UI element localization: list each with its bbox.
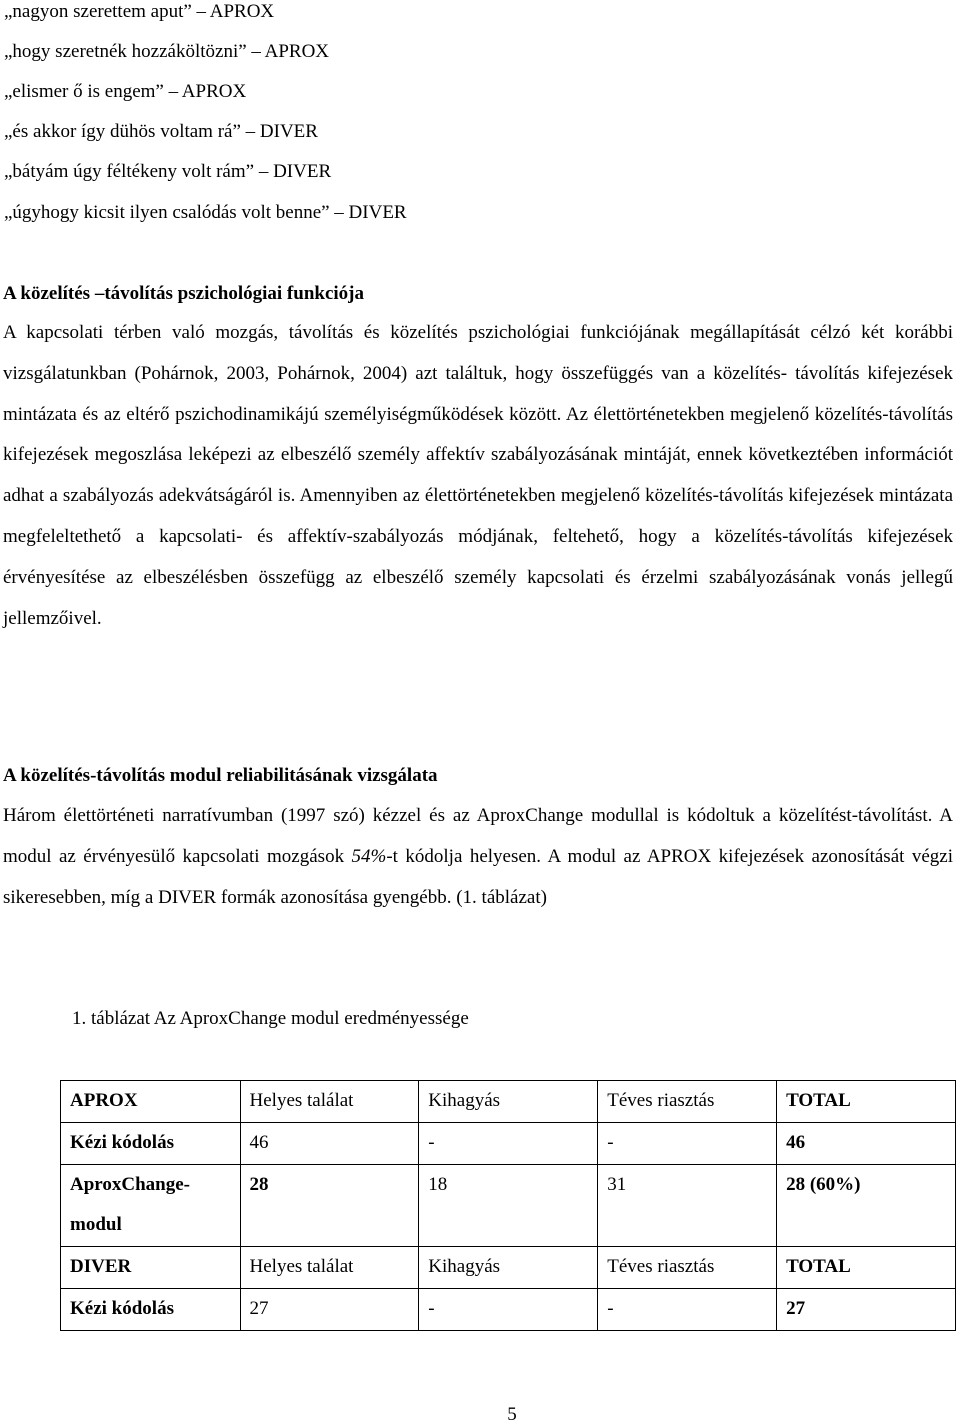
table-row	[61, 1288, 956, 1330]
table-cell: -	[598, 1122, 777, 1164]
table-cell: Kézi kódolás	[61, 1122, 241, 1164]
table-cell: 27	[777, 1288, 956, 1330]
table-cell: 46	[777, 1122, 956, 1164]
quote-line: „úgyhogy kicsit ilyen csalódás volt benne” – DIVER	[4, 202, 407, 223]
table-cell: APROX	[61, 1081, 241, 1123]
table-row	[61, 1122, 956, 1164]
section-heading-function: A közelítés –távolítás pszichológiai funkciója	[3, 283, 364, 304]
table-row	[61, 1081, 956, 1123]
reliability-text-before: Három élettörténeti narratívumban (1997 szó) kézzel és az AproxChange modullal is kódoltuk a közelítést-távolítást. A modul az érvényesülő kapcsolati mozgások	[3, 805, 953, 867]
page-number: 5	[507, 1404, 517, 1425]
table-row	[61, 1247, 956, 1289]
quote-line: „elismer ő is engem” – APROX	[4, 81, 247, 102]
table-cell: -	[419, 1288, 598, 1330]
table-cell: 28 (60%)	[777, 1164, 956, 1247]
table-cell: Téves riasztás	[598, 1081, 777, 1123]
section-heading-reliability: A közelítés-távolítás modul reliabilitásának vizsgálata	[3, 765, 438, 786]
reliability-percentage: 54%	[351, 845, 387, 867]
table-cell: -	[419, 1122, 598, 1164]
quote-line: „nagyon szerettem aput” – APROX	[4, 1, 275, 22]
quote-line: „bátyám úgy féltékeny volt rám” – DIVER	[4, 161, 332, 182]
table-cell: 31	[598, 1164, 777, 1247]
table-cell: 27	[240, 1288, 419, 1330]
quote-line: „és akkor így dühös voltam rá” – DIVER	[4, 121, 318, 142]
table-cell: 18	[419, 1164, 598, 1247]
table-cell: 46	[240, 1122, 419, 1164]
table-cell: Kihagyás	[419, 1247, 598, 1289]
reliability-text-after: -t kódolja helyesen. A modul az APROX kifejezések azonosítását végzi sikeresebben, míg a DIVER formák azonosítása gyengébb. (1. táblázat)	[3, 845, 953, 908]
table-cell: TOTAL	[777, 1081, 956, 1123]
table-cell: Helyes találat	[240, 1081, 419, 1123]
table-cell: Kihagyás	[419, 1081, 598, 1123]
table-cell: -	[598, 1288, 777, 1330]
table-cell: Téves riasztás	[598, 1247, 777, 1289]
table-cell: DIVER	[61, 1247, 241, 1289]
table-cell: TOTAL	[777, 1247, 956, 1289]
function-paragraph: A kapcsolati térben való mozgás, távolítás és közelítés pszichológiai funkciójának megállapítását célzó két korábbi vizsgálatunkban (Pohárnok, 2003, Pohárnok, 2004) azt találtuk, hogy összefüggés van a közelítés- távolítás kifejezések mintázata és az eltérő pszichodinamikájú személyiségműködések között. Az élettörténetekben megjelenő közelítés-távolítás kifejezések megoszlása leképezi az elbeszélő személy affektív szabályozásának mintáját, ennek következtében információt adhat a szabályozás adekvátságáról is. Amennyiben az élettörténetekben megjelenő közelítés-távolítás kifejezések mintázata megfeleltethető a kapcsolati- és affektív-szabályozás módjának, feltehető, hogy a közelítés-távolítás kifejezések érvényesítése az elbeszélésben összefügg az elbeszélő személy kapcsolati és érzelmi szabályozásának vonás jellegű jellemzőivel.	[3, 322, 953, 629]
table-cell: 28	[240, 1164, 419, 1247]
table-cell: AproxChange-modul	[61, 1164, 241, 1247]
quote-line: „hogy szeretnék hozzáköltözni” – APROX	[4, 41, 330, 62]
table-caption: 1. táblázat Az AproxChange modul eredményessége	[72, 1008, 469, 1029]
table-cell: Kézi kódolás	[61, 1288, 241, 1330]
table-cell: Helyes találat	[240, 1247, 419, 1289]
reliability-paragraph	[3, 796, 953, 918]
table-row	[61, 1164, 956, 1247]
results-table	[60, 1080, 956, 1331]
